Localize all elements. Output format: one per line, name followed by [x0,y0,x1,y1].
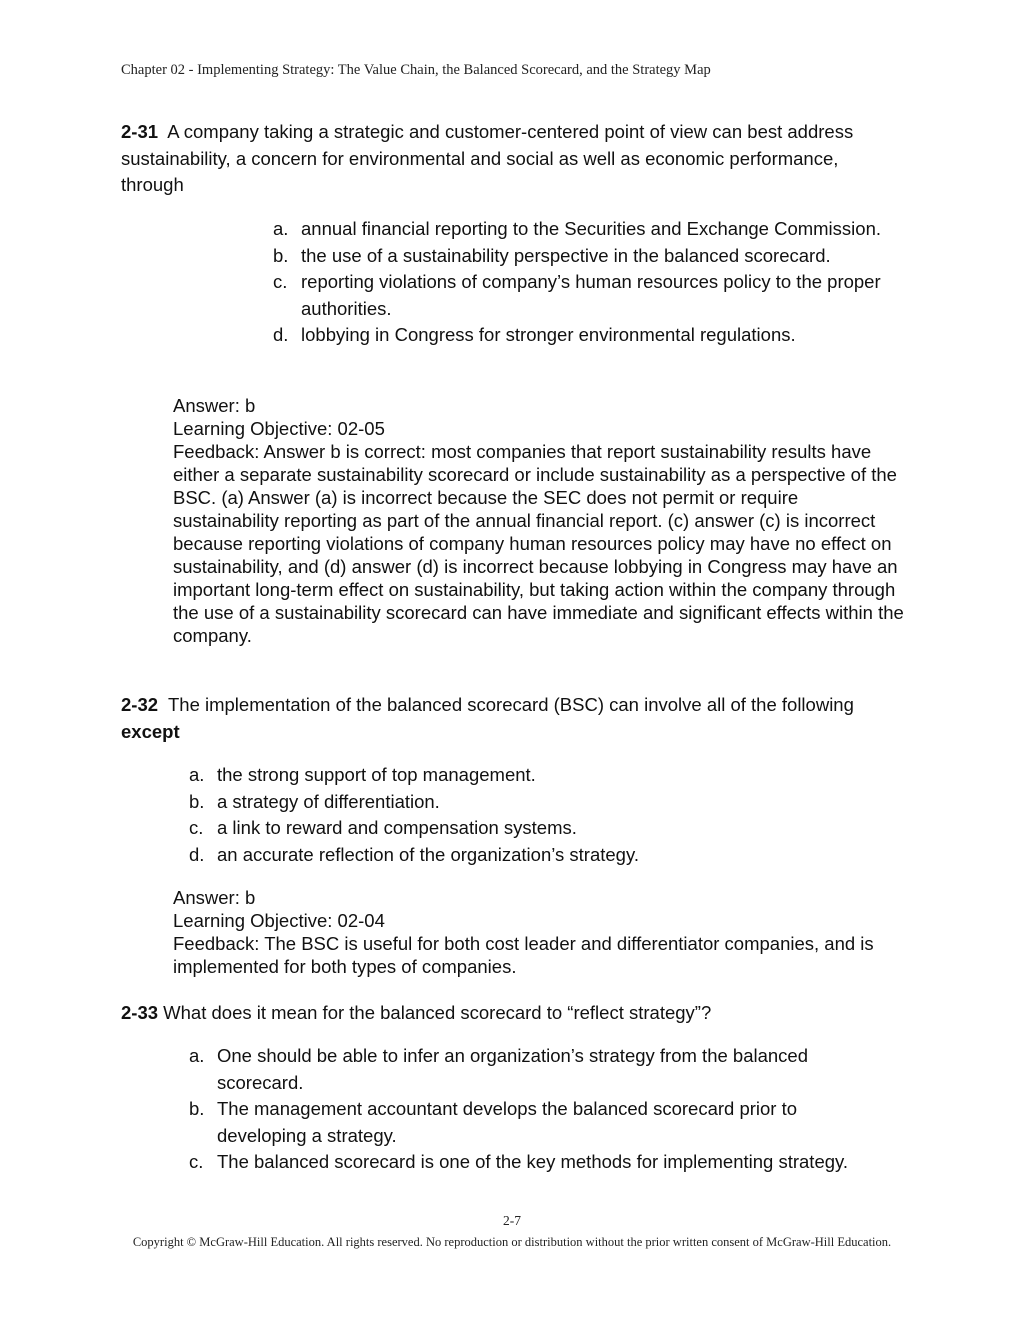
option-b: b. the use of a sustainability perspective in the balanced scorecard. [273,244,831,266]
learning-objective: Learning Objective: 02-05 [173,418,385,439]
option-b: b. The management accountant develops the balanced scorecard prior to developing a strategy. [189,1098,798,1146]
question-2-31 [121,119,901,199]
question-2-32 [121,692,861,745]
question-text: What does it mean for the balanced scorecard to “reflect strategy”? [163,1002,712,1023]
option-b: b. a strategy of differentiation. [189,790,440,812]
option-a: a. the strong support of top management. [189,764,536,785]
question-text: The implementation of the balanced scorecard (BSC) can involve all of the following [167,694,854,715]
feedback: Feedback: Answer b is correct: most companies that report sustainability results have either a separate sustainability scorecard or include sustainability as a perspective of the BSC. (a) Answer (a) is incorrect because the SEC does not permit or require sustainability reporting as part of the annual financial report. (c) answer (c) is incorrect because reporting violations of company human resources policy may have no effect on sustainability, and (d) answer (d) is incorrect because lobbying in Congress may have an important long-term effect on sustainability, but taking action within the company through the use of a sustainability scorecard can have immediate and significant effects within the company. [173,441,904,646]
question-number: 2-32 [121,694,159,715]
option-c: c. a link to reward and compensation systems. [189,817,577,838]
answer-block-2-32 [173,886,908,978]
feedback: Feedback: The BSC is useful for both cost leader and differentiator companies, and is implemented for both types of companies. [173,933,874,977]
options-2-33 [189,1043,869,1176]
question-number: 2-31 [121,121,159,142]
answer: Answer: b [173,395,256,416]
option-c: c. The balanced scorecard is one of the key methods for implementing strategy. [189,1151,849,1172]
option-c: c. reporting violations of company’s human resources policy to the proper authorities. [273,271,881,319]
option-d: d. lobbying in Congress for stronger environmental regulations. [273,324,796,345]
options-2-32 [189,762,889,868]
question-2-33 [121,1000,901,1027]
answer: Answer: b [173,887,256,908]
emphasis-word: except [121,720,180,742]
question-text: A company taking a strategic and customer-centered point of view can best address sustainability, a concern for environmental and social as well as economic performance, through [121,121,854,195]
option-d: d. an accurate reflection of the organization’s strategy. [189,843,639,865]
page-header: Chapter 02 - Implementing Strategy: The Value Chain, the Balanced Scorecard, and the Strategy Map [121,62,711,78]
page-number: 2-7 [503,1213,521,1228]
answer-block-2-31 [173,394,908,647]
learning-objective: Learning Objective: 02-04 [173,910,385,931]
copyright-notice: Copyright © McGraw-Hill Education. All rights reserved. No reproduction or distribution without the prior written consent of McGraw-Hill Education. [132,1235,892,1249]
question-number: 2-33 [121,1002,159,1023]
option-a: a. One should be able to infer an organization’s strategy from the balanced scorecard. [189,1045,809,1093]
options-2-31 [273,216,883,349]
option-a: a. annual financial reporting to the Securities and Exchange Commission. [273,218,881,239]
